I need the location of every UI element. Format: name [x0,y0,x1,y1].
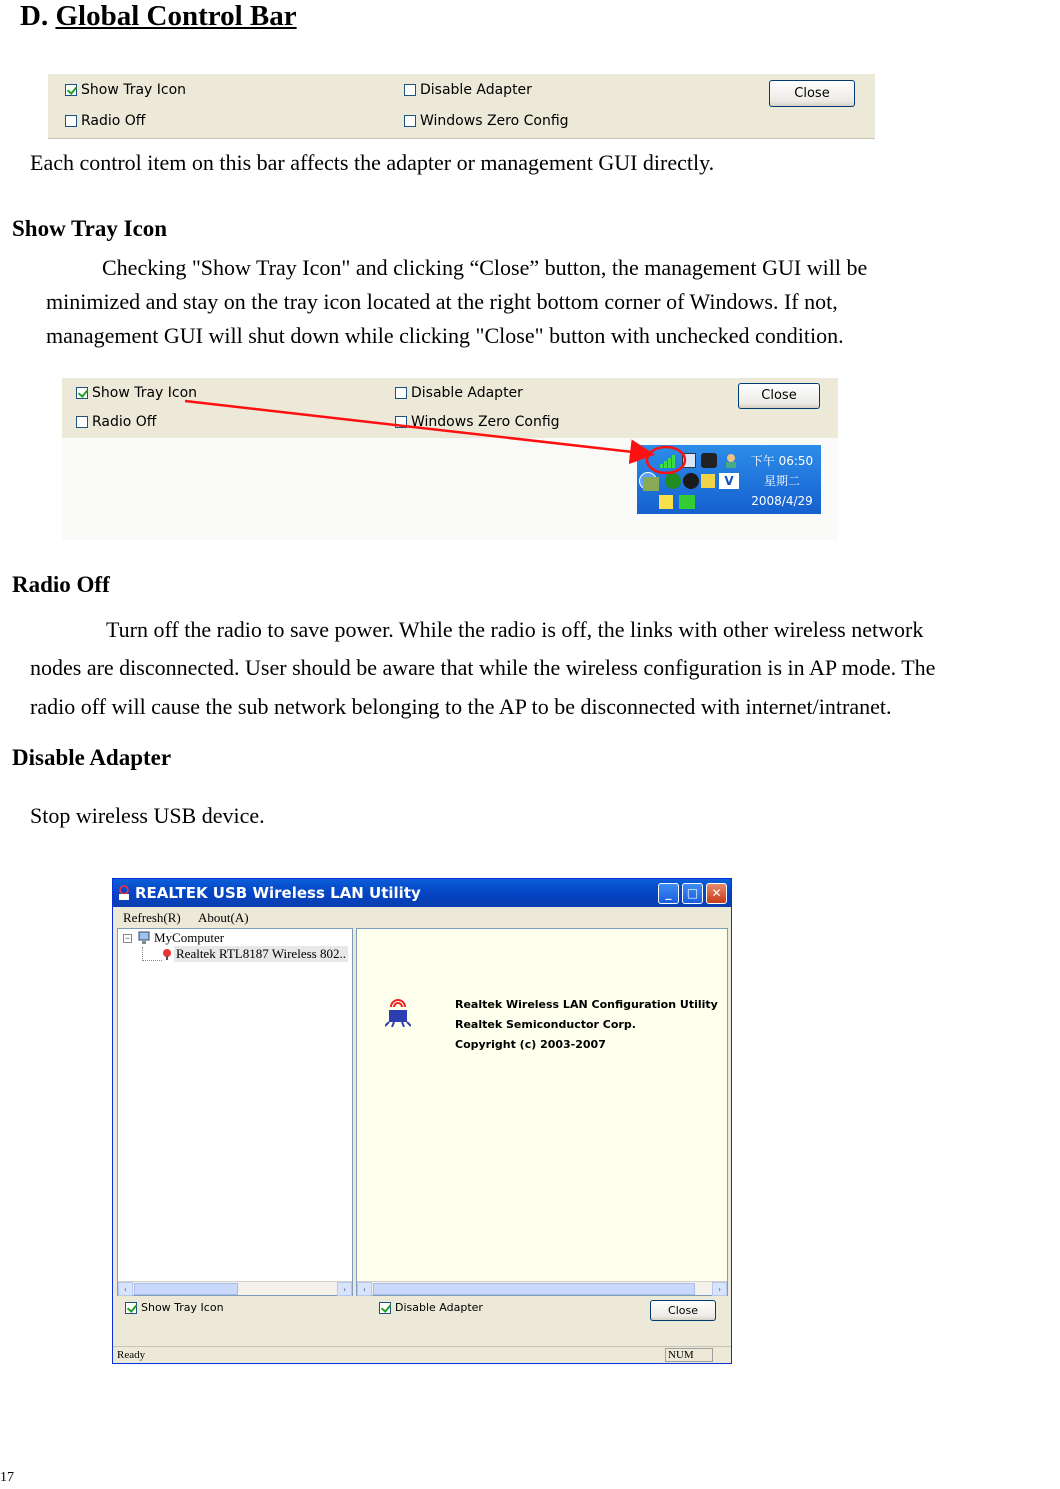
info-pane [356,928,728,1296]
minimize-icon[interactable]: _ [658,883,679,904]
tray-weekday: 星期二 [763,474,800,488]
tree-horizontal-scrollbar[interactable] [118,1281,352,1295]
show-tray-icon-checkbox[interactable]: Show Tray Icon [76,385,197,401]
checkbox-checked-icon [125,1302,137,1314]
tree-adapter-item[interactable]: Realtek RTL8187 Wireless 802.. [176,946,346,961]
show-tray-icon-heading: Show Tray Icon [12,216,168,241]
about-line-3: Copyright (c) 2003-2007 [455,1038,606,1051]
show-tray-icon-checkbox[interactable]: Show Tray Icon [125,1301,224,1314]
scroll-left-icon[interactable]: ‹ [118,1282,133,1296]
about-line-1: Realtek Wireless LAN Configuration Utility [455,998,718,1011]
tray-date: 2008/4/29 [751,494,813,508]
tree-pane [117,928,353,1296]
num-lock-indicator: NUM [665,1348,713,1362]
tree-connector [142,947,162,961]
close-icon[interactable]: ✕ [706,883,727,904]
section-number: D. [20,0,49,32]
menu-about[interactable]: About(A) [198,910,249,925]
realtek-app-icon [117,885,131,901]
utility-window [112,878,732,1364]
disable-adapter-checkbox[interactable]: Disable Adapter [379,1301,483,1314]
show-tray-icon-checkbox[interactable]: Show Tray Icon [65,82,186,98]
windows-zero-config-checkbox[interactable]: Windows Zero Config [404,113,569,129]
intro-text: Each control item on this bar affects the adapter or management GUI directly. [30,150,715,175]
menu-bar [123,910,249,926]
disable-adapter-checkbox[interactable]: Disable Adapter [404,82,532,98]
info-horizontal-scrollbar[interactable] [357,1281,727,1295]
status-bar [113,1346,731,1364]
show-tray-icon-line1: Checking "Show Tray Icon" and clicking “Close” button, the management GUI will be [102,255,868,280]
radio-off-line2: nodes are disconnected. User should be aware that while the wireless configuration is in AP mode. The [30,655,936,680]
radio-off-checkbox[interactable]: Radio Off [76,414,156,430]
disable-adapter-checkbox[interactable]: Disable Adapter [395,385,523,401]
disable-adapter-body: Stop wireless USB device. [30,803,265,828]
about-info [455,995,718,1055]
scroll-left-icon[interactable]: ‹ [357,1282,372,1296]
title-bar[interactable] [113,879,731,907]
radio-off-heading: Radio Off [12,572,110,597]
window-title: REALTEK USB Wireless LAN Utility [135,884,421,902]
computer-icon [138,931,150,945]
show-tray-icon-line3: management GUI will shut down while clicking "Close" button with unchecked condition. [46,323,844,348]
adapter-icon [162,947,172,959]
maximize-icon[interactable]: □ [682,883,703,904]
annotation-arrow [0,0,1060,560]
tray-time: 下午 06:50 [750,454,814,468]
tree-root[interactable]: MyComputer [154,930,225,945]
close-button[interactable]: Close [738,383,820,409]
red-circle [647,447,685,473]
scroll-thumb[interactable] [134,1283,238,1295]
scroll-right-icon[interactable]: › [337,1282,352,1296]
close-button[interactable]: Close [769,80,855,107]
scroll-thumb[interactable] [373,1283,695,1295]
show-tray-icon-line2: minimized and stay on the tray icon located at the right bottom corner of Windows. If not, [46,289,838,314]
menu-refresh[interactable]: Refresh(R) [123,910,181,925]
radio-off-line3: radio off will cause the sub network belonging to the AP to be disconnected with internet/intranet. [30,694,892,719]
status-text: Ready [117,1349,146,1361]
v-app-icon[interactable]: V [719,473,739,489]
radio-off-line1: Turn off the radio to save power. While the radio is off, the links with other wireless network [106,617,924,642]
checkbox-checked-icon [379,1302,391,1314]
scroll-right-icon[interactable]: › [712,1282,727,1296]
red-arrow [185,401,650,454]
page-number: 17 [0,1470,14,1485]
realtek-logo-icon [385,999,411,1027]
windows-zero-config-checkbox[interactable]: Windows Zero Config [395,414,560,430]
about-line-2: Realtek Semiconductor Corp. [455,1018,636,1031]
close-button[interactable]: Close [650,1300,716,1321]
collapse-icon[interactable]: − [124,933,131,943]
radio-off-checkbox[interactable]: Radio Off [65,113,145,129]
section-title: Global Control Bar [55,0,297,32]
disable-adapter-heading: Disable Adapter [12,745,172,770]
